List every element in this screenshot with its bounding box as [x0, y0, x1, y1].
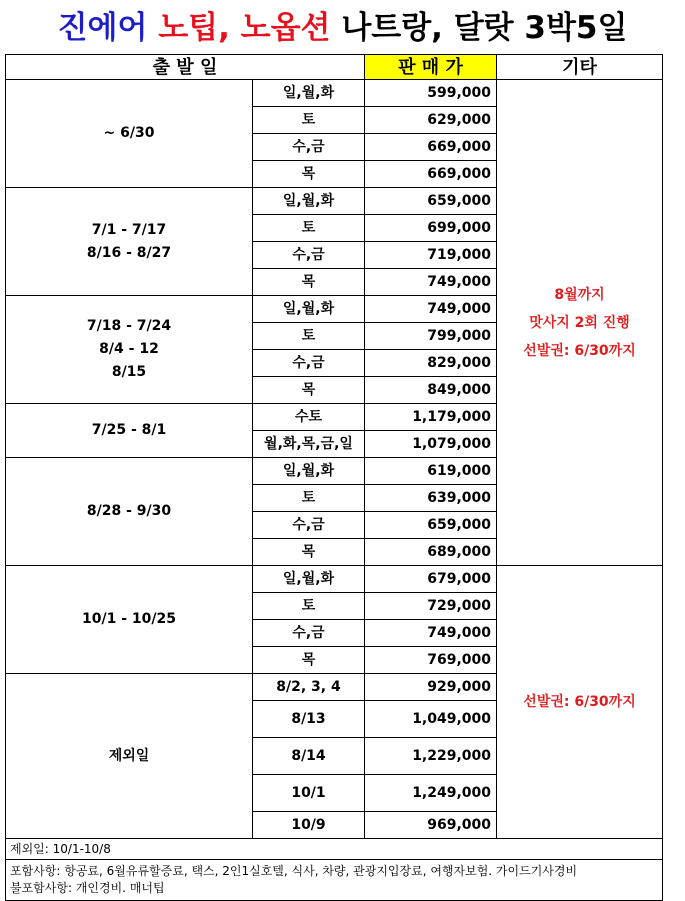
weekday-cell: 8/13 [253, 701, 365, 738]
weekday-cell: 수,금 [253, 242, 365, 269]
header-etc: 기타 [497, 55, 663, 80]
weekday-cell: 10/1 [253, 775, 365, 812]
weekday-cell: 월,화,목,금,일 [253, 431, 365, 458]
weekday-cell: 일,월,화 [253, 188, 365, 215]
weekday-cell: 수토 [253, 404, 365, 431]
price-cell: 729,000 [365, 593, 497, 620]
price-cell: 849,000 [365, 377, 497, 404]
not-included-items: 불포함사항: 개인경비. 매너팁 [10, 881, 165, 895]
etc-note-summer [497, 80, 663, 566]
price-cell: 599,000 [365, 80, 497, 107]
price-cell: 669,000 [365, 134, 497, 161]
weekday-cell: 수,금 [253, 134, 365, 161]
price-cell: 669,000 [365, 161, 497, 188]
price-table-body [6, 80, 663, 901]
weekday-cell: 목 [253, 161, 365, 188]
weekday-cell: 목 [253, 377, 365, 404]
note-line: 맛사지 2회 진행 [529, 314, 630, 331]
etc-note-autumn [497, 566, 663, 839]
period-line: 7/1 - 7/17 [91, 221, 167, 238]
title-airline: 진에어 [57, 10, 148, 46]
period-line: 7/18 - 7/24 [86, 318, 172, 334]
weekday-cell: 8/14 [253, 738, 365, 775]
header-row [6, 55, 663, 80]
price-cell: 769,000 [365, 647, 497, 674]
note-line: 8월까지 [554, 286, 605, 303]
weekday-cell: 토 [253, 323, 365, 350]
weekday-cell: 수,금 [253, 620, 365, 647]
period-line: 10/1 - 10/25 [82, 611, 176, 627]
title-destination: 나트랑, 달랏 3박5일 [341, 10, 628, 46]
price-cell: 829,000 [365, 350, 497, 377]
footer-excluded-row [6, 839, 663, 860]
price-cell: 929,000 [365, 674, 497, 701]
table-row [6, 80, 663, 107]
weekday-cell: 토 [253, 215, 365, 242]
weekday-cell: 일,월,화 [253, 458, 365, 485]
price-cell: 799,000 [365, 323, 497, 350]
price-cell: 969,000 [365, 812, 497, 839]
period-line: 제외일 [108, 747, 150, 764]
period-line: 8/16 - 8/27 [86, 244, 172, 261]
price-cell: 699,000 [365, 215, 497, 242]
departure-period [6, 296, 253, 404]
period-line: 7/25 - 8/1 [91, 422, 167, 438]
price-cell: 1,229,000 [365, 738, 497, 775]
departure-period [6, 80, 253, 188]
price-cell: 619,000 [365, 458, 497, 485]
weekday-cell: 8/2, 3, 4 [253, 674, 365, 701]
note-line: 선발권: 6/30까지 [523, 694, 636, 710]
price-cell: 639,000 [365, 485, 497, 512]
weekday-cell: 목 [253, 647, 365, 674]
price-cell: 629,000 [365, 107, 497, 134]
period-line: 8/4 - 12 [99, 341, 159, 357]
weekday-cell: 목 [253, 539, 365, 566]
price-cell: 719,000 [365, 242, 497, 269]
price-table [5, 54, 663, 901]
title-no-tip-no-option: 노팁, 노옵션 [158, 10, 331, 46]
weekday-cell: 목 [253, 269, 365, 296]
weekday-cell: 토 [253, 107, 365, 134]
table-row [6, 566, 663, 593]
price-cell: 659,000 [365, 188, 497, 215]
weekday-cell: 일,월,화 [253, 566, 365, 593]
price-cell: 1,249,000 [365, 775, 497, 812]
page-title [0, 8, 685, 48]
inclusions-cell [6, 860, 663, 901]
note-line: 선발권: 6/30까지 [523, 342, 636, 359]
price-cell: 1,049,000 [365, 701, 497, 738]
footer-inclusions-row [6, 860, 663, 901]
price-cell: 679,000 [365, 566, 497, 593]
weekday-cell: 수,금 [253, 350, 365, 377]
departure-period [6, 458, 253, 566]
period-line: 8/15 [111, 364, 147, 380]
departure-period [6, 674, 253, 839]
weekday-cell: 일,월,화 [253, 80, 365, 107]
price-cell: 749,000 [365, 269, 497, 296]
header-departure: 출 발 일 [6, 55, 365, 80]
included-items: 포함사항: 항공료, 6월유류할증료, 택스, 2인1실호텔, 식사, 차량, 관광지입장료, 여행자보험. 가이드기사경비 [10, 864, 578, 878]
period-line: ~ 6/30 [103, 125, 155, 141]
weekday-cell: 일,월,화 [253, 296, 365, 323]
departure-period [6, 566, 253, 674]
header-price: 판 매 가 [365, 55, 497, 80]
departure-period [6, 404, 253, 458]
price-cell: 749,000 [365, 296, 497, 323]
weekday-cell: 토 [253, 485, 365, 512]
price-cell: 1,179,000 [365, 404, 497, 431]
price-cell: 689,000 [365, 539, 497, 566]
weekday-cell: 토 [253, 593, 365, 620]
price-cell: 659,000 [365, 512, 497, 539]
excluded-dates-note: 제외일: 10/1-10/8 [6, 839, 663, 860]
period-line: 8/28 - 9/30 [86, 503, 172, 519]
weekday-cell: 수,금 [253, 512, 365, 539]
price-cell: 1,079,000 [365, 431, 497, 458]
price-cell: 749,000 [365, 620, 497, 647]
departure-period [6, 188, 253, 296]
weekday-cell: 10/9 [253, 812, 365, 839]
